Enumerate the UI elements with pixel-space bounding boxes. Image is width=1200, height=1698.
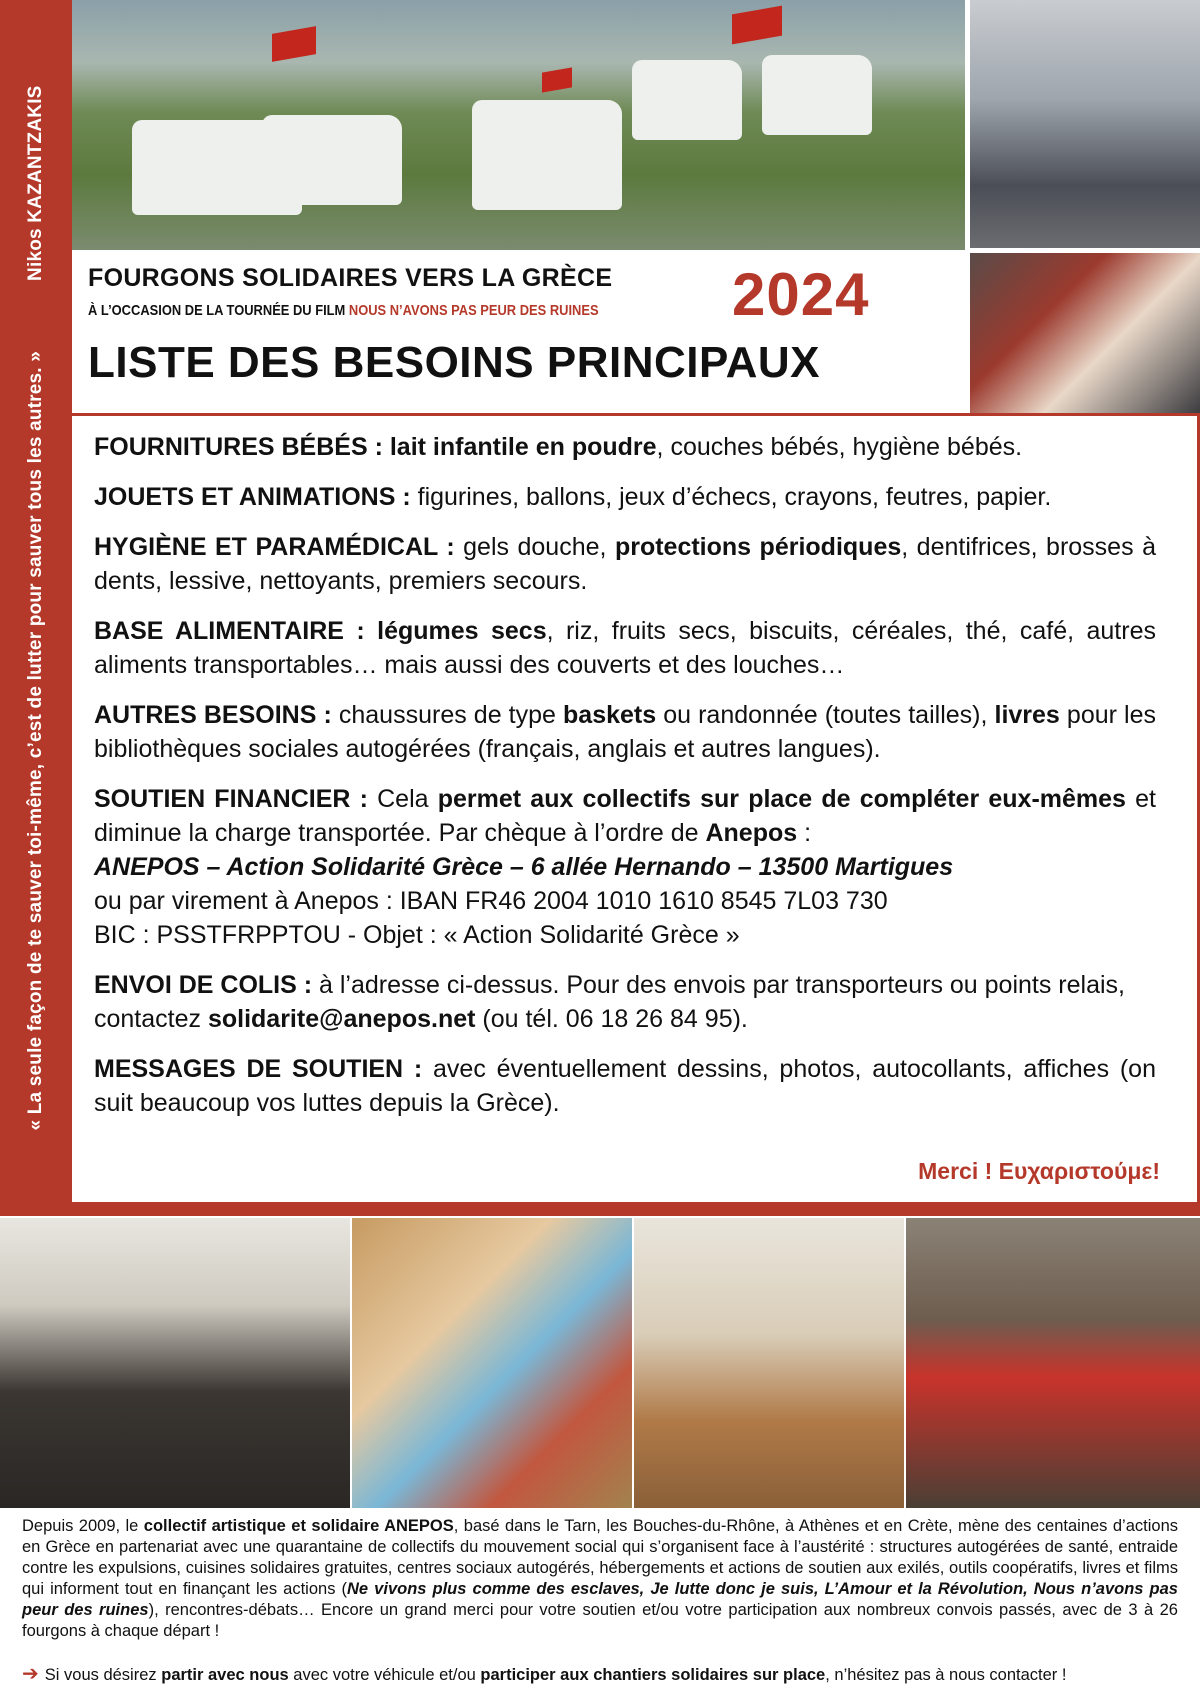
- photo-donation-box: [352, 1218, 632, 1508]
- side-quote-band: [0, 0, 72, 1215]
- divider-bottom: [0, 1202, 1200, 1216]
- need-finance: SOUTIEN FINANCIER : Cela permet aux collectifs sur place de compléter eux-mêmes et diminue la charge transportée. Par chèque à l’ordre de Anepos : ANEPOS – Action Solidarité Grèce – 6 allée Hernando – 13500 Martigues ou par virement à Anepos : IBAN FR46 2004 1010 1610 8545 7L03 730 BIC : PSSTFRPPTOU - Objet : « Action Solidarité Grèce »: [94, 782, 1156, 952]
- need-food: BASE ALIMENTAIRE : légumes secs, riz, fruits secs, biscuits, céréales, thé, café, autres aliments transportables… mais aussi des couverts et des louches…: [94, 617, 1156, 679]
- bic-line: BIC : PSSTFRPPTOU - Objet : « Action Solidarité Grèce »: [94, 921, 740, 949]
- header-line1: FOURGONS SOLIDAIRES VERS LA GRÈCE: [88, 264, 613, 292]
- need-parcels: ENVOI DE COLIS : à l’adresse ci-dessus. Pour des envois par transporteurs ou points relais, contactez solidarite@anepos.net (ou tél. 06 18 26 84 95).: [94, 971, 1125, 1033]
- page-title: LISTE DES BESOINS PRINCIPAUX: [88, 338, 820, 387]
- quote-text: « La seule façon de te sauver toi-même, c’est de lutter pour sauver tous les autres. »: [25, 350, 46, 1131]
- header-line2: [88, 302, 599, 319]
- contact-email[interactable]: solidarite@anepos.net: [207, 1005, 476, 1033]
- iban-line: ou par virement à Anepos : IBAN FR46 2004 1010 1610 8545 7L03 730: [94, 887, 888, 915]
- postal-address: ANEPOS – Action Solidarité Grèce – 6 allée Hernando – 13500 Martigues: [94, 853, 954, 881]
- needs-list: [94, 430, 1156, 1136]
- need-babies: FOURNITURES BÉBÉS : lait infantile en poudre, couches bébés, hygiène bébés.: [94, 433, 1023, 461]
- need-other: AUTRES BESOINS : chaussures de type baskets ou randonnée (toutes tailles), livres pour les bibliothèques sociales autogérées (français, anglais et autres langues).: [94, 701, 1156, 763]
- header: [72, 250, 965, 413]
- call-to-action: ➔ Si vous désirez partir avec nous avec votre véhicule et/ou participer aux chantiers solidaires sur place, n’hésitez pas à nous contacter !: [22, 1663, 1067, 1685]
- photo-volunteers-boxes: [970, 0, 1200, 248]
- thanks-text: Merci ! Ευχαριστούμε!: [918, 1158, 1160, 1184]
- photo-bread-oven: [906, 1218, 1200, 1508]
- need-hygiene: HYGIÈNE ET PARAMÉDICAL : gels douche, protections périodiques, dentifrices, brosses à dents, lessive, nettoyants, premiers secours.: [94, 533, 1156, 595]
- film-title: NOUS N’AVONS PAS PEUR DES RUINES: [348, 302, 599, 319]
- photo-volunteers-in-van: [0, 1218, 350, 1508]
- need-messages: MESSAGES DE SOUTIEN : avec éventuellement dessins, photos, autocollants, affiches (on suit beaucoup vos luttes depuis la Grèce).: [94, 1055, 1156, 1117]
- header-line2-prefix: À L’OCCASION DE LA TOURNÉE DU FILM: [88, 302, 349, 319]
- divider-top: [72, 413, 1200, 416]
- photo-vans-convoy: [72, 0, 965, 250]
- photo-demonstration: [970, 253, 1200, 413]
- arrow-right-icon: ➔: [22, 1663, 39, 1685]
- side-quote: [25, 85, 47, 1130]
- photo-child-playing: [634, 1218, 904, 1508]
- quote-author: Nikos KAZANTZAKIS: [25, 85, 46, 281]
- about-anepos: Depuis 2009, le collectif artistique et solidaire ANEPOS, basé dans le Tarn, les Bouches-du-Rhône, à Athènes et en Crète, mène des centaines d’actions en Grèce en partenariat avec une quarantaine de collectifs du mouvement social qui s’organisent face à l’austérité : structures autogérées de santé, entraide contre les expulsions, cuisines solidaires gratuites, centres sociaux autogérés, hébergements et actions de soutien aux exilés, outils coopératifs, livres et films qui informent tout en finançant les actions (Ne vivons plus comme des esclaves, Je lutte donc je suis, L’Amour et la Révolution, Nous n’avons pas peur des ruines), rencontres-débats… Encore un grand merci pour votre soutien et/ou votre participation aux nombreux convois passés, avec de 3 à 26 fourgons à chaque départ !: [22, 1517, 1178, 1640]
- need-toys: JOUETS ET ANIMATIONS : figurines, ballons, jeux d’échecs, crayons, feutres, papier.: [94, 483, 1052, 511]
- header-year: 2024: [732, 261, 870, 328]
